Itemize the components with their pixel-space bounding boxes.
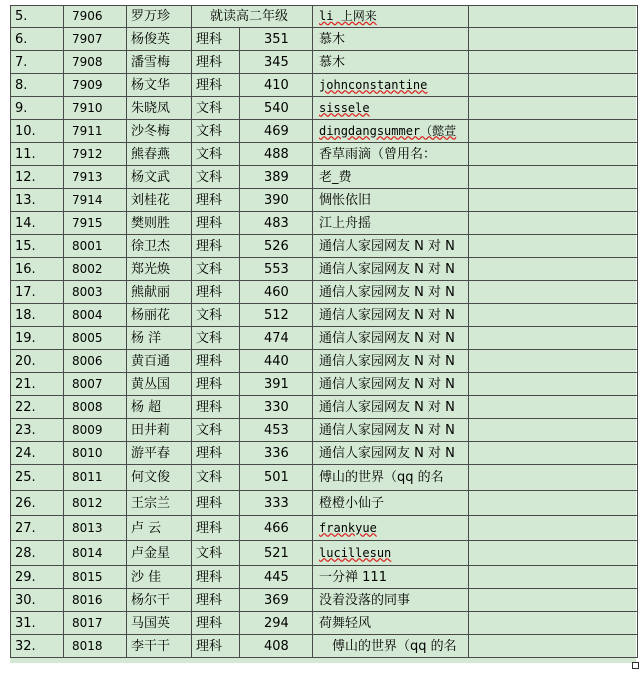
cell-name[interactable]: 沙冬梅 — [127, 120, 192, 143]
table-row — [11, 51, 638, 74]
cell-id[interactable]: 8010 — [64, 442, 127, 465]
cell-score[interactable]: 369 — [240, 589, 313, 612]
cell-score[interactable]: 391 — [240, 373, 313, 396]
table-row — [11, 258, 638, 281]
cell-id[interactable]: 8003 — [64, 281, 127, 304]
table-row — [11, 635, 638, 658]
cell-id[interactable]: 7910 — [64, 97, 127, 120]
cell-subject[interactable]: 理科 — [192, 442, 240, 465]
cell-score[interactable]: 466 — [240, 516, 313, 541]
cell-score[interactable]: 469 — [240, 120, 313, 143]
cell-note[interactable]: 通信人家园网友 N 对 N — [313, 350, 469, 373]
table-row — [11, 491, 638, 516]
cell-number[interactable]: 24. — [11, 442, 64, 465]
cell-note[interactable]: frankyue — [313, 516, 469, 541]
cell-number[interactable]: 18. — [11, 304, 64, 327]
table-body — [11, 6, 638, 658]
cell-empty[interactable] — [469, 465, 638, 491]
cell-number[interactable]: 25. — [11, 465, 64, 491]
cell-id[interactable]: 8011 — [64, 465, 127, 491]
cell-subject[interactable]: 文科 — [192, 97, 240, 120]
table-row — [11, 589, 638, 612]
cell-name[interactable]: 杨丽花 — [127, 304, 192, 327]
cell-name[interactable]: 樊则胜 — [127, 212, 192, 235]
cell-score[interactable]: 345 — [240, 51, 313, 74]
cell-subject[interactable]: 理科 — [192, 74, 240, 97]
cell-name[interactable]: 卢金星 — [127, 541, 192, 566]
cell-note[interactable]: 通信人家园网友 N 对 N — [313, 396, 469, 419]
cell-subject[interactable]: 理科 — [192, 396, 240, 419]
cell-empty[interactable] — [469, 120, 638, 143]
cell-score[interactable]: 351 — [240, 28, 313, 51]
cell-subject[interactable]: 理科 — [192, 491, 240, 516]
cell-name[interactable]: 李干干 — [127, 635, 192, 658]
cell-empty[interactable] — [469, 327, 638, 350]
cell-subject[interactable]: 理科 — [192, 635, 240, 658]
cell-subject[interactable]: 文科 — [192, 327, 240, 350]
cell-score[interactable]: 330 — [240, 396, 313, 419]
cell-note[interactable]: 没着没落的同事 — [313, 589, 469, 612]
cell-name[interactable]: 徐卫杰 — [127, 235, 192, 258]
cell-empty[interactable] — [469, 612, 638, 635]
cell-number[interactable]: 8. — [11, 74, 64, 97]
cell-id[interactable]: 8004 — [64, 304, 127, 327]
cell-id[interactable]: 8005 — [64, 327, 127, 350]
student-table — [10, 5, 638, 658]
cell-empty[interactable] — [469, 566, 638, 589]
cell-empty[interactable] — [469, 442, 638, 465]
cell-note[interactable]: 通信人家园网友 N 对 N — [313, 419, 469, 442]
cell-id[interactable]: 8013 — [64, 516, 127, 541]
cell-number[interactable]: 16. — [11, 258, 64, 281]
cell-number[interactable]: 23. — [11, 419, 64, 442]
cell-empty[interactable] — [469, 491, 638, 516]
table-row — [11, 566, 638, 589]
cell-id[interactable]: 8015 — [64, 566, 127, 589]
cell-score[interactable]: 474 — [240, 327, 313, 350]
cell-id[interactable]: 7908 — [64, 51, 127, 74]
cell-score[interactable]: 512 — [240, 304, 313, 327]
table-row — [11, 442, 638, 465]
cell-name[interactable]: 郑光焕 — [127, 258, 192, 281]
table-row — [11, 235, 638, 258]
cell-id[interactable]: 7914 — [64, 189, 127, 212]
table-row — [11, 327, 638, 350]
cell-empty[interactable] — [469, 212, 638, 235]
cell-number[interactable]: 6. — [11, 28, 64, 51]
table-resize-handle[interactable] — [632, 662, 639, 669]
cell-empty[interactable] — [469, 74, 638, 97]
cell-name[interactable]: 沙 佳 — [127, 566, 192, 589]
cell-empty[interactable] — [469, 396, 638, 419]
cell-number[interactable]: 14. — [11, 212, 64, 235]
cell-number[interactable]: 10. — [11, 120, 64, 143]
cell-score[interactable]: 521 — [240, 541, 313, 566]
cell-score[interactable]: 553 — [240, 258, 313, 281]
cell-note[interactable]: 通信人家园网友 N 对 N — [313, 373, 469, 396]
cell-name[interactable]: 黄百通 — [127, 350, 192, 373]
cell-score[interactable]: 540 — [240, 97, 313, 120]
cell-note[interactable]: 通信人家园网友 N 对 N — [313, 258, 469, 281]
cell-id[interactable]: 7906 — [64, 6, 127, 28]
cell-note[interactable]: 慕木 — [313, 28, 469, 51]
cell-id[interactable]: 8014 — [64, 541, 127, 566]
cell-note[interactable]: 傅山的世界（qq 的名 — [313, 465, 469, 491]
table-row — [11, 516, 638, 541]
cell-subject[interactable]: 理科 — [192, 212, 240, 235]
cell-name[interactable]: 杨尔干 — [127, 589, 192, 612]
cell-name[interactable]: 田井莉 — [127, 419, 192, 442]
cell-score[interactable]: 333 — [240, 491, 313, 516]
cell-subject[interactable]: 理科 — [192, 350, 240, 373]
cell-subject[interactable]: 文科 — [192, 465, 240, 491]
cell-number[interactable]: 21. — [11, 373, 64, 396]
cell-name[interactable]: 刘桂花 — [127, 189, 192, 212]
cell-subject[interactable]: 文科 — [192, 120, 240, 143]
table-row — [11, 120, 638, 143]
cell-number[interactable]: 5. — [11, 6, 64, 28]
cell-id[interactable]: 8009 — [64, 419, 127, 442]
cell-id[interactable]: 8012 — [64, 491, 127, 516]
cell-number[interactable]: 15. — [11, 235, 64, 258]
cell-note[interactable]: 通信人家园网友 N 对 N — [313, 235, 469, 258]
cell-note[interactable]: 江上舟摇 — [313, 212, 469, 235]
cell-empty[interactable] — [469, 166, 638, 189]
table-row — [11, 304, 638, 327]
cell-number[interactable]: 30. — [11, 589, 64, 612]
cell-score[interactable]: 460 — [240, 281, 313, 304]
cell-number[interactable]: 12. — [11, 166, 64, 189]
cell-number[interactable]: 7. — [11, 51, 64, 74]
cell-note[interactable]: 通信人家园网友 N 对 N — [313, 281, 469, 304]
cell-id[interactable]: 8002 — [64, 258, 127, 281]
cell-empty[interactable] — [469, 235, 638, 258]
cell-number[interactable]: 26. — [11, 491, 64, 516]
cell-number[interactable]: 19. — [11, 327, 64, 350]
cell-subject[interactable]: 理科 — [192, 566, 240, 589]
cell-empty[interactable] — [469, 97, 638, 120]
cell-empty[interactable] — [469, 304, 638, 327]
cell-score[interactable]: 410 — [240, 74, 313, 97]
table-row — [11, 212, 638, 235]
cell-id[interactable]: 8016 — [64, 589, 127, 612]
cell-number[interactable]: 31. — [11, 612, 64, 635]
cell-note[interactable]: 一分禅 111 — [313, 566, 469, 589]
cell-subject[interactable]: 理科 — [192, 612, 240, 635]
cell-empty[interactable] — [469, 258, 638, 281]
cell-name[interactable]: 杨 洋 — [127, 327, 192, 350]
cell-subject[interactable]: 文科 — [192, 143, 240, 166]
cell-score[interactable]: 483 — [240, 212, 313, 235]
cell-score[interactable]: 526 — [240, 235, 313, 258]
cell-number[interactable]: 20. — [11, 350, 64, 373]
cell-name[interactable]: 潘雪梅 — [127, 51, 192, 74]
cell-subject[interactable]: 理科 — [192, 516, 240, 541]
cell-number[interactable]: 17. — [11, 281, 64, 304]
cell-note[interactable]: 傅山的世界（qq 的名 — [313, 635, 469, 658]
cell-score[interactable]: 408 — [240, 635, 313, 658]
cell-subject[interactable]: 文科 — [192, 541, 240, 566]
cell-number[interactable]: 22. — [11, 396, 64, 419]
cell-note[interactable]: 慕木 — [313, 51, 469, 74]
cell-score[interactable]: 389 — [240, 166, 313, 189]
cell-id[interactable]: 7911 — [64, 120, 127, 143]
cell-subject[interactable]: 文科 — [192, 419, 240, 442]
table-row — [11, 74, 638, 97]
cell-subject[interactable]: 文科 — [192, 304, 240, 327]
cell-name[interactable]: 罗万珍 — [127, 6, 192, 28]
cell-subject[interactable]: 理科 — [192, 373, 240, 396]
cell-subject[interactable]: 文科 — [192, 166, 240, 189]
cell-empty[interactable] — [469, 51, 638, 74]
cell-id[interactable]: 7909 — [64, 74, 127, 97]
cell-note[interactable]: johnconstantine — [313, 74, 469, 97]
cell-id[interactable]: 8006 — [64, 350, 127, 373]
cell-subject[interactable]: 理科 — [192, 189, 240, 212]
cell-number[interactable]: 27. — [11, 516, 64, 541]
cell-score[interactable]: 501 — [240, 465, 313, 491]
cell-name[interactable]: 王宗兰 — [127, 491, 192, 516]
cell-note[interactable]: 惆怅依旧 — [313, 189, 469, 212]
cell-id[interactable]: 8018 — [64, 635, 127, 658]
table-row — [11, 612, 638, 635]
cell-number[interactable]: 29. — [11, 566, 64, 589]
cell-subject[interactable]: 文科 — [192, 258, 240, 281]
cell-empty[interactable] — [469, 143, 638, 166]
table-row — [11, 465, 638, 491]
cell-subject[interactable]: 理科 — [192, 281, 240, 304]
cell-empty[interactable] — [469, 516, 638, 541]
table-row — [11, 97, 638, 120]
table-row — [11, 143, 638, 166]
table-row — [11, 373, 638, 396]
table-row — [11, 166, 638, 189]
table-row — [11, 419, 638, 442]
cell-name[interactable]: 熊春燕 — [127, 143, 192, 166]
cell-note[interactable]: sissele — [313, 97, 469, 120]
cell-empty[interactable] — [469, 281, 638, 304]
cell-name[interactable]: 马国英 — [127, 612, 192, 635]
table-row — [11, 396, 638, 419]
cell-subject[interactable]: 理科 — [192, 51, 240, 74]
table-row — [11, 350, 638, 373]
cell-score[interactable]: 336 — [240, 442, 313, 465]
cell-id[interactable]: 8007 — [64, 373, 127, 396]
cell-name[interactable]: 何文俊 — [127, 465, 192, 491]
cell-empty[interactable] — [469, 541, 638, 566]
cell-id[interactable]: 7907 — [64, 28, 127, 51]
cell-name[interactable]: 杨俊英 — [127, 28, 192, 51]
cell-name[interactable]: 杨文华 — [127, 74, 192, 97]
cell-note[interactable]: 香草雨滴（曾用名： — [313, 143, 469, 166]
cell-empty[interactable] — [469, 350, 638, 373]
cell-empty[interactable] — [469, 6, 638, 28]
cell-name[interactable]: 游平春 — [127, 442, 192, 465]
cell-name[interactable]: 熊献丽 — [127, 281, 192, 304]
cell-id[interactable]: 7912 — [64, 143, 127, 166]
cell-note[interactable]: 通信人家园网友 N 对 N — [313, 304, 469, 327]
cell-number[interactable]: 13. — [11, 189, 64, 212]
cell-id[interactable]: 8017 — [64, 612, 127, 635]
cell-subject[interactable]: 理科 — [192, 28, 240, 51]
cell-name[interactable]: 朱晓凤 — [127, 97, 192, 120]
cell-empty[interactable] — [469, 189, 638, 212]
cell-number[interactable]: 32. — [11, 635, 64, 658]
cell-note[interactable]: 通信人家园网友 N 对 N — [313, 442, 469, 465]
cell-score[interactable]: 294 — [240, 612, 313, 635]
cell-id[interactable]: 8001 — [64, 235, 127, 258]
cell-note[interactable]: dingdangsummer（懿萱 — [313, 120, 469, 143]
cell-score[interactable]: 445 — [240, 566, 313, 589]
table-row — [11, 541, 638, 566]
cell-empty[interactable] — [469, 373, 638, 396]
cell-note[interactable]: li 上网来 — [313, 6, 469, 28]
cell-id[interactable]: 7915 — [64, 212, 127, 235]
cell-note[interactable]: 荷舞轻风 — [313, 612, 469, 635]
cell-number[interactable]: 11. — [11, 143, 64, 166]
cell-note[interactable]: 橙橙小仙子 — [313, 491, 469, 516]
cell-empty[interactable] — [469, 589, 638, 612]
cell-number[interactable]: 28. — [11, 541, 64, 566]
cell-note[interactable]: lucillesun — [313, 541, 469, 566]
cell-empty[interactable] — [469, 28, 638, 51]
cell-name[interactable]: 卢 云 — [127, 516, 192, 541]
cell-subject[interactable]: 理科 — [192, 235, 240, 258]
cell-score[interactable]: 453 — [240, 419, 313, 442]
cell-empty[interactable] — [469, 419, 638, 442]
cell-name[interactable]: 杨 超 — [127, 396, 192, 419]
cell-subject[interactable]: 理科 — [192, 589, 240, 612]
cell-note[interactable]: 老_费 — [313, 166, 469, 189]
cell-empty[interactable] — [469, 635, 638, 658]
cell-score[interactable]: 390 — [240, 189, 313, 212]
cell-note[interactable]: 通信人家园网友 N 对 N — [313, 327, 469, 350]
cell-score[interactable]: 488 — [240, 143, 313, 166]
cell-name[interactable]: 黄丛国 — [127, 373, 192, 396]
cell-name[interactable]: 杨文武 — [127, 166, 192, 189]
table-row — [11, 28, 638, 51]
cell-id[interactable]: 7913 — [64, 166, 127, 189]
cell-id[interactable]: 8008 — [64, 396, 127, 419]
cell-score[interactable]: 440 — [240, 350, 313, 373]
table-row — [11, 281, 638, 304]
table-row — [11, 189, 638, 212]
cell-subject[interactable]: 就读高二年级 — [192, 6, 313, 28]
table-row — [11, 6, 638, 28]
cell-number[interactable]: 9. — [11, 97, 64, 120]
